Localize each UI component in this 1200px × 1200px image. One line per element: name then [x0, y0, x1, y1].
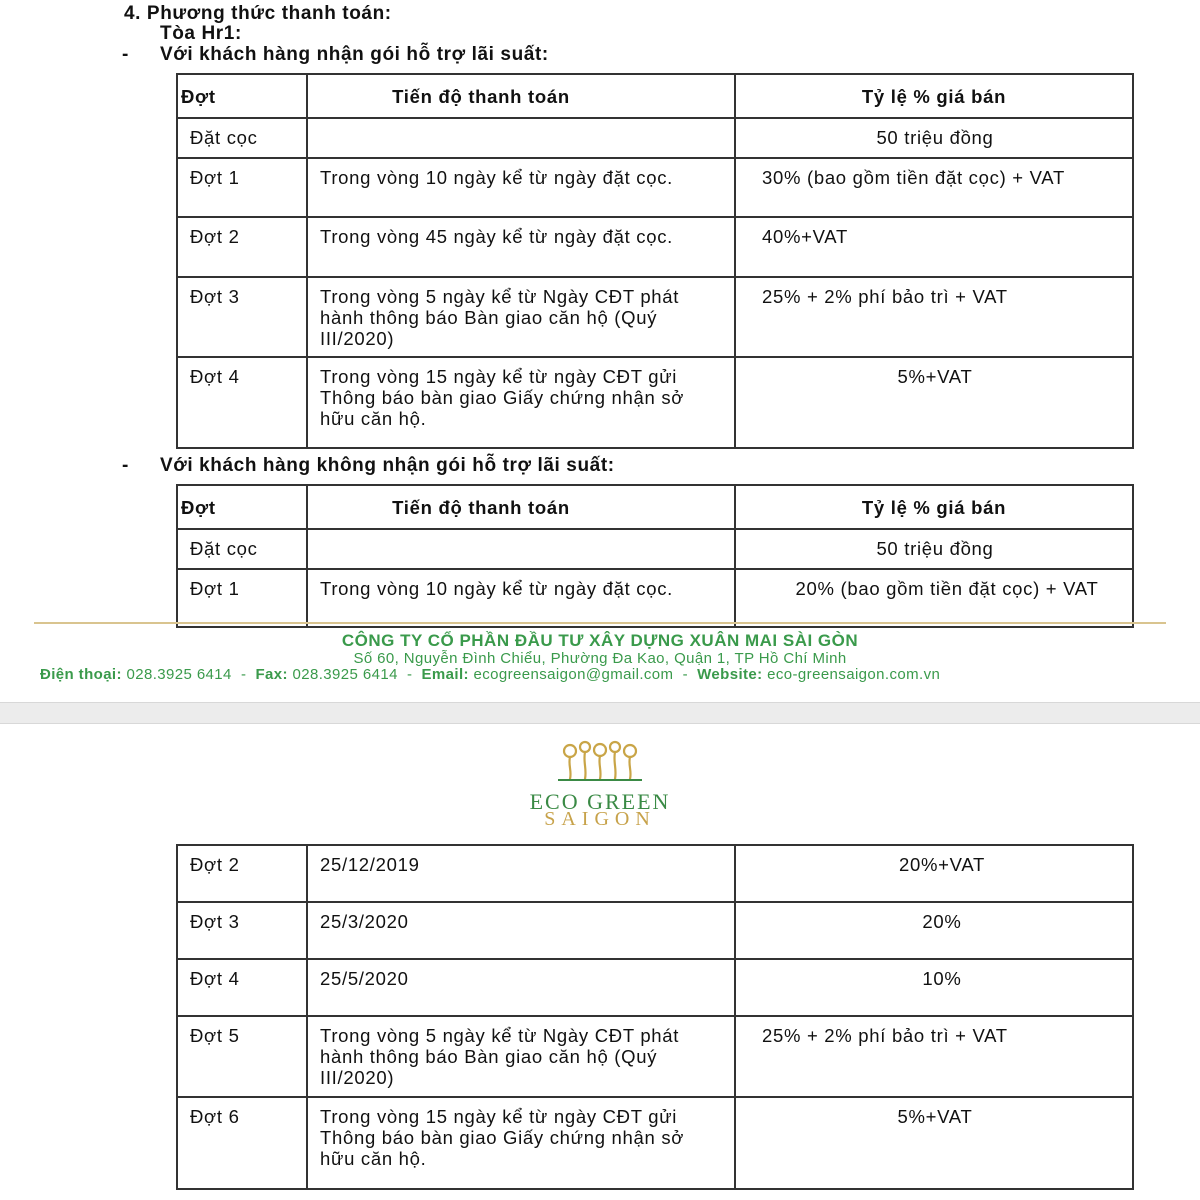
website-label: Website: — [697, 666, 763, 683]
table-row — [177, 1097, 1133, 1189]
cell-dot: Đợt 4 — [190, 366, 240, 387]
email-link[interactable]: ecogreensaigon@gmail.com — [473, 666, 674, 683]
cell-ty-le: 25% + 2% phí bảo trì + VAT — [762, 1025, 1008, 1046]
table-row — [177, 569, 1133, 627]
cell-ty-le: 50 triệu đồng — [876, 127, 994, 148]
cell-ty-le: 5%+VAT — [897, 1106, 973, 1127]
payment-table-2 — [176, 484, 1134, 628]
group1-title: Với khách hàng nhận gói hỗ trợ lãi suất: — [160, 44, 549, 65]
cell-dot: Đợt 6 — [190, 1106, 240, 1127]
table-row — [177, 529, 1133, 569]
cell-ty-le: 20%+VAT — [899, 854, 985, 875]
cell-tien-do — [308, 119, 734, 127]
cell-tien-do: Trong vòng 15 ngày kể từ ngày CĐT gửi Thông báo bàn giao Giấy chứng nhận sở hữu căn hộ. — [320, 366, 685, 429]
phone-value: 028.3925 6414 — [126, 666, 232, 683]
footer-company: CÔNG TY CỔ PHẦN ĐẦU TƯ XÂY DỰNG XUÂN MAI SÀI GÒN — [341, 631, 859, 650]
cell-tien-do: Trong vòng 10 ngày kể từ ngày đặt cọc. — [320, 578, 673, 599]
cell-ty-le: 20% (bao gồm tiền đặt cọc) + VAT — [795, 578, 1099, 599]
cell-tien-do — [308, 530, 734, 538]
cell-tien-do: Trong vòng 10 ngày kể từ ngày đặt cọc. — [320, 167, 673, 188]
footer-contact — [40, 666, 940, 683]
separator: - — [406, 666, 413, 683]
cell-tien-do: 25/12/2019 — [320, 854, 420, 875]
bullet-dash: - — [122, 455, 129, 476]
cell-dot: Đặt cọc — [190, 127, 258, 148]
table-header-row — [177, 485, 1133, 529]
table-row — [177, 158, 1133, 217]
cell-tien-do: 25/5/2020 — [320, 968, 409, 989]
separator: - — [240, 666, 247, 683]
footer-divider — [34, 622, 1166, 624]
page-break — [0, 702, 1200, 724]
cell-dot: Đợt 2 — [190, 226, 240, 247]
table-row — [177, 1016, 1133, 1097]
table-row — [177, 959, 1133, 1016]
logo-subtitle: SAIGON — [544, 808, 656, 830]
header-ty-le: Tỷ lệ % giá bán — [735, 74, 1133, 118]
footer-address: Số 60, Nguyễn Đình Chiểu, Phường Đa Kao, Quận 1, TP Hồ Chí Minh — [353, 650, 847, 667]
cell-dot: Đợt 3 — [190, 286, 240, 307]
cell-dot: Đợt 1 — [190, 167, 240, 188]
table-row — [177, 277, 1133, 357]
payment-table-1 — [176, 73, 1134, 449]
header-tien-do: Tiến độ thanh toán — [307, 74, 735, 118]
payment-table-3 — [176, 844, 1134, 1190]
phone-label: Điện thoại: — [40, 666, 122, 683]
header-dot: Đợt — [177, 74, 307, 118]
table-header-row — [177, 74, 1133, 118]
building-label: Tòa Hr1: — [160, 23, 242, 44]
email-label: Email: — [421, 666, 469, 683]
cell-tien-do: 25/3/2020 — [320, 911, 409, 932]
fax-label: Fax: — [255, 666, 288, 683]
cell-ty-le: 5%+VAT — [897, 366, 973, 387]
cell-dot: Đợt 1 — [190, 578, 240, 599]
fax-value: 028.3925 6414 — [292, 666, 398, 683]
eco-green-logo-icon — [548, 738, 652, 788]
cell-dot: Đợt 4 — [190, 968, 240, 989]
cell-dot: Đặt cọc — [190, 538, 258, 559]
cell-tien-do: Trong vòng 5 ngày kể từ Ngày CĐT phát hành thông báo Bàn giao căn hộ (Quý III/2020) — [320, 286, 680, 349]
group2-title: Với khách hàng không nhận gói hỗ trợ lãi suất: — [160, 455, 615, 476]
bullet-dash: - — [122, 44, 129, 65]
cell-dot: Đợt 2 — [190, 854, 240, 875]
logo-title: ECO GREEN — [529, 789, 671, 814]
cell-ty-le: 25% + 2% phí bảo trì + VAT — [762, 286, 1008, 307]
website-link[interactable]: eco-greensaigon.com.vn — [767, 666, 941, 683]
cell-tien-do: Trong vòng 5 ngày kể từ Ngày CĐT phát hành thông báo Bàn giao căn hộ (Quý III/2020) — [320, 1025, 680, 1088]
cell-ty-le: 40%+VAT — [762, 226, 848, 247]
table-row — [177, 902, 1133, 959]
cell-dot: Đợt 3 — [190, 911, 240, 932]
table-row — [177, 118, 1133, 158]
table-row — [177, 217, 1133, 277]
header-ty-le: Tỷ lệ % giá bán — [735, 485, 1133, 529]
cell-ty-le: 10% — [922, 968, 962, 989]
cell-ty-le: 30% (bao gồm tiền đặt cọc) + VAT — [762, 167, 1065, 188]
header-dot: Đợt — [177, 485, 307, 529]
table-row — [177, 357, 1133, 448]
table-row — [177, 845, 1133, 902]
cell-tien-do: Trong vòng 45 ngày kể từ ngày đặt cọc. — [320, 226, 673, 247]
cell-dot: Đợt 5 — [190, 1025, 240, 1046]
cell-tien-do: Trong vòng 15 ngày kể từ ngày CĐT gửi Thông báo bàn giao Giấy chứng nhận sở hữu căn hộ. — [320, 1106, 685, 1169]
cell-ty-le: 20% — [922, 911, 962, 932]
cell-ty-le: 50 triệu đồng — [876, 538, 994, 559]
separator: - — [682, 666, 688, 683]
header-tien-do: Tiến độ thanh toán — [307, 485, 735, 529]
section-title: 4. Phương thức thanh toán: — [124, 3, 392, 24]
